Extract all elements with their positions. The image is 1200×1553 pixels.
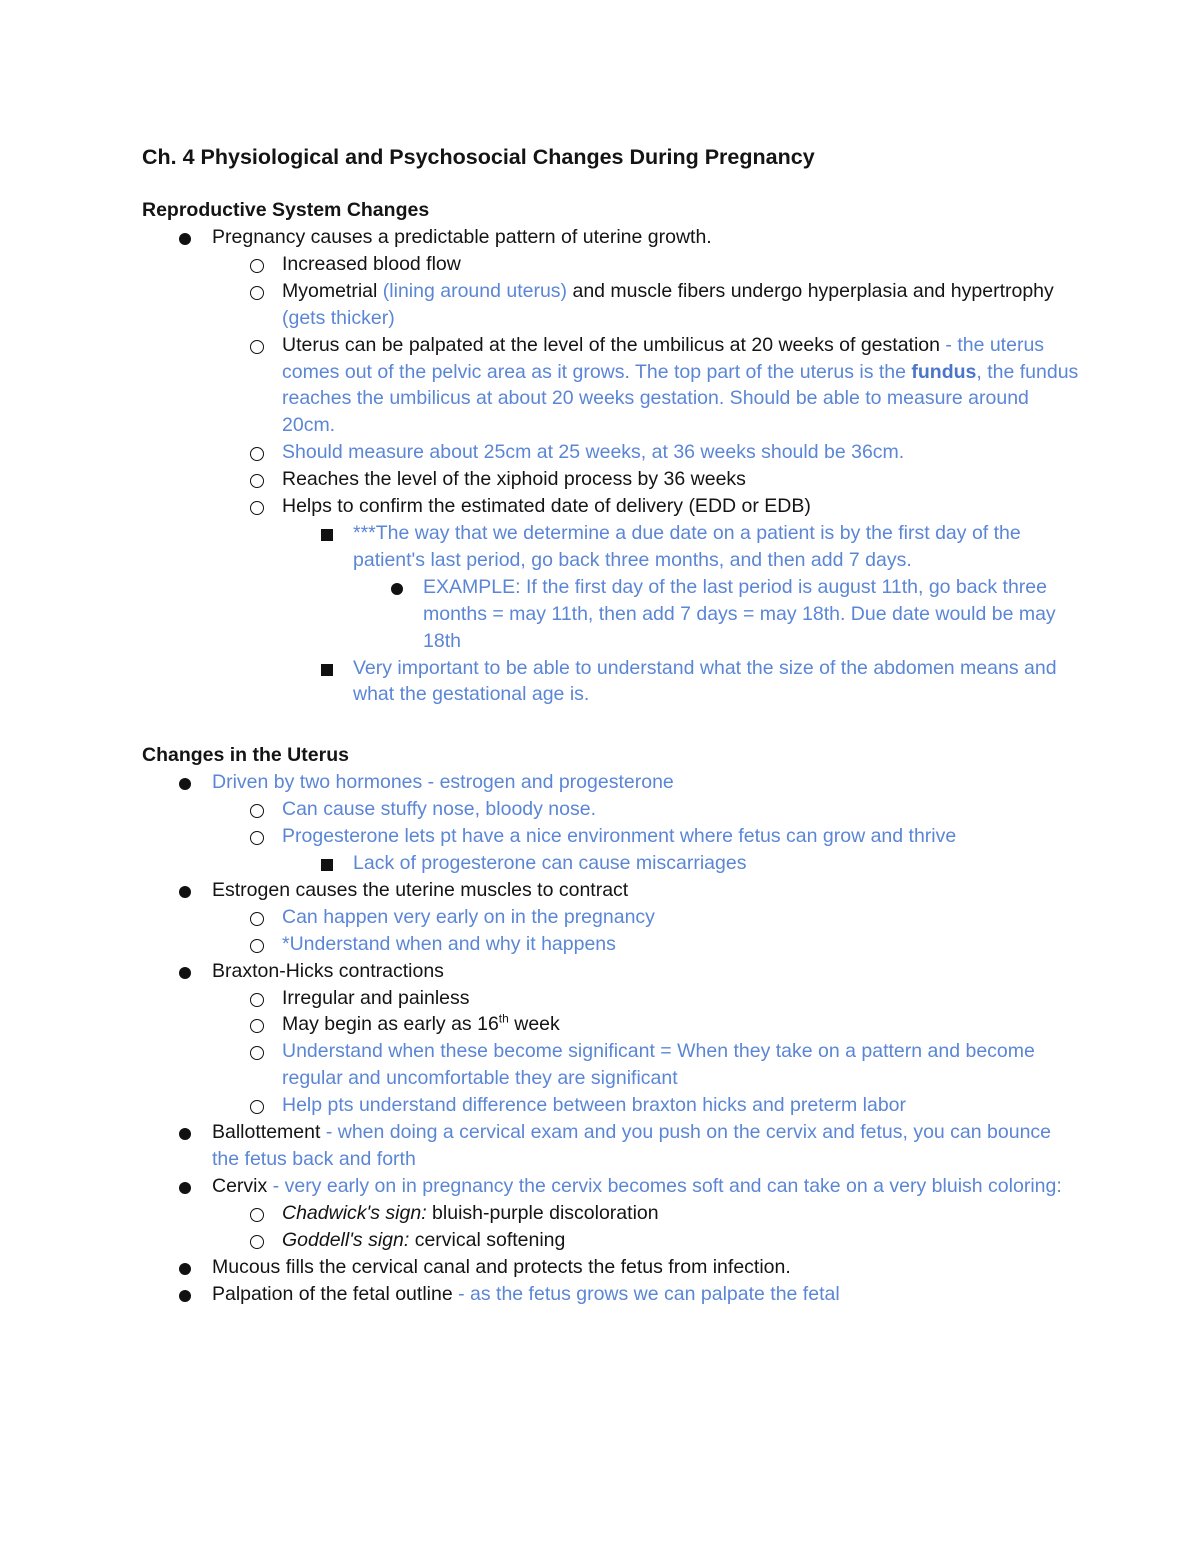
section-heading-uterus: Changes in the Uterus xyxy=(142,744,349,767)
bullet-circle-icon xyxy=(250,501,264,515)
list-item xyxy=(142,796,1082,823)
item-note: ***The way that we determine a due date on a patient is by the first day of the patient's last period, go back three months, and then add 7 days. xyxy=(353,521,1021,571)
item-text: Reaches the level of the xiphoid process by 36 weeks xyxy=(282,468,746,491)
list-item xyxy=(142,769,1082,796)
bullet-dot-icon xyxy=(179,778,191,790)
bullet-circle-icon xyxy=(250,474,264,488)
item-note: (lining around uterus) xyxy=(382,279,568,302)
superscript: th xyxy=(498,1011,509,1026)
note-text: - the uterus comes out of the pelvic area as it grows. The top part of the uterus is the xyxy=(282,333,1045,383)
bullet-dot-icon xyxy=(179,1128,191,1140)
list-item xyxy=(142,466,1082,493)
list-item xyxy=(142,877,1082,904)
uterus-sublist xyxy=(142,1200,1082,1254)
list-item xyxy=(142,904,1082,931)
list-item xyxy=(142,1011,1082,1038)
item-note: Can happen very early on in the pregnancy xyxy=(282,905,655,928)
reproductive-sublist xyxy=(142,251,1082,520)
list-item xyxy=(142,850,1082,877)
uterus-list xyxy=(142,769,1082,796)
list-item xyxy=(142,1119,1082,1173)
item-note: *Understand when and why it happens xyxy=(282,932,616,955)
bullet-circle-icon xyxy=(250,1235,264,1249)
reproductive-example-list xyxy=(142,574,1082,655)
item-text: Increased blood flow xyxy=(282,252,461,275)
item-text: Mucous fills the cervical canal and protects the fetus from infection. xyxy=(212,1255,791,1278)
sign-name: Goddell's sign: xyxy=(282,1228,410,1251)
list-item xyxy=(142,1173,1082,1200)
bullet-circle-icon xyxy=(250,286,264,300)
item-note: Help pts understand difference between braxton hicks and preterm labor xyxy=(282,1094,907,1117)
bullet-square-icon xyxy=(321,529,333,541)
list-item xyxy=(142,985,1082,1012)
item-text: Irregular and painless xyxy=(282,986,470,1009)
item-note: Progesterone lets pt have a nice environment where fetus can grow and thrive xyxy=(282,825,957,848)
bullet-circle-icon xyxy=(250,831,264,845)
list-item xyxy=(142,931,1082,958)
section-heading-reproductive: Reproductive System Changes xyxy=(142,199,430,221)
list-item xyxy=(142,1200,1082,1227)
bullet-circle-icon xyxy=(250,939,264,953)
uterus-sublist xyxy=(142,985,1082,1120)
list-item xyxy=(142,1227,1082,1254)
reproductive-list xyxy=(142,224,1082,251)
note-text: , the fundus reaches the umbilicus at about 20 weeks gestation. Should be able to measure around 20cm. xyxy=(282,360,1079,437)
bullet-square-icon xyxy=(321,664,333,676)
bullet-circle-icon xyxy=(250,912,264,926)
item-note: Lack of progesterone can cause miscarriages xyxy=(353,852,747,875)
item-text: and muscle fibers undergo hyperplasia and hypertrophy xyxy=(567,279,1054,302)
list-item xyxy=(142,1281,1082,1308)
uterus-list xyxy=(142,877,1082,904)
bullet-circle-icon xyxy=(250,340,264,354)
note-bold-term: fundus xyxy=(911,360,977,383)
reproductive-subsublist xyxy=(142,520,1082,574)
item-note: Can cause stuffy nose, bloody nose. xyxy=(282,798,597,821)
list-item xyxy=(142,278,1082,332)
bullet-circle-icon xyxy=(250,1208,264,1222)
list-item xyxy=(142,823,1082,850)
bullet-circle-icon xyxy=(250,1019,264,1033)
item-text: Helps to confirm the estimated date of delivery (EDD or EDB) xyxy=(282,495,811,518)
item-text: bluish-purple discoloration xyxy=(426,1201,659,1224)
reproductive-subsublist xyxy=(142,655,1082,709)
item-text: Myometrial xyxy=(282,279,383,302)
item-note: Should measure about 25cm at 25 weeks, at 36 weeks should be 36cm. xyxy=(282,441,905,464)
uterus-subsublist xyxy=(142,850,1082,877)
bullet-circle-icon xyxy=(250,804,264,818)
bullet-circle-icon xyxy=(250,1100,264,1114)
item-note: Very important to be able to understand what the size of the abdomen means and what the gestational age is. xyxy=(353,656,1057,706)
list-item xyxy=(142,439,1082,466)
page-title: Ch. 4 Physiological and Psychosocial Changes During Pregnancy xyxy=(142,145,815,169)
item-text: Ballottement xyxy=(212,1121,321,1144)
bullet-dot-icon xyxy=(179,1290,191,1302)
uterus-sublist xyxy=(142,904,1082,958)
item-text: Palpation of the fetal outline xyxy=(212,1282,453,1305)
list-item xyxy=(142,1254,1082,1281)
uterus-list xyxy=(142,1254,1082,1308)
item-note: - very early on in pregnancy the cervix becomes soft and can take on a very bluish coloring: xyxy=(267,1174,1062,1197)
list-item xyxy=(142,1038,1082,1092)
item-text: week xyxy=(508,1013,560,1036)
bullet-square-icon xyxy=(321,859,333,871)
list-item xyxy=(142,520,1082,574)
item-note: Understand when these become significant = When they take on a pattern and become regular and uncomfortable they are significant xyxy=(282,1040,1035,1090)
item-text: Pregnancy causes a predictable pattern of uterine growth. xyxy=(212,226,712,248)
bullet-dot-icon xyxy=(179,967,191,979)
bullet-circle-icon xyxy=(250,993,264,1007)
item-text: Uterus can be palpated at the level of the umbilicus at 20 weeks of gestation xyxy=(282,333,940,356)
item-note: EXAMPLE: If the first day of the last period is august 11th, go back three months = may 11th, then add 7 days = may 18th. Due date would be may 18th xyxy=(423,575,1056,652)
list-item xyxy=(142,958,1082,985)
list-item xyxy=(142,332,1082,440)
item-text: cervical softening xyxy=(409,1228,566,1251)
item-note: - as the fetus grows we can palpate the fetal xyxy=(452,1282,840,1305)
sign-name: Chadwick's sign: xyxy=(282,1201,427,1224)
list-item xyxy=(142,655,1082,709)
item-text: Cervix xyxy=(212,1174,268,1197)
bullet-circle-icon xyxy=(250,1046,264,1060)
list-item xyxy=(142,224,1082,251)
list-item xyxy=(142,493,1082,520)
bullet-circle-icon xyxy=(250,447,264,461)
bullet-circle-icon xyxy=(250,259,264,273)
item-note: Driven by two hormones - estrogen and progesterone xyxy=(212,771,674,794)
item-text: May begin as early as 16 xyxy=(282,1013,499,1036)
bullet-dot-icon xyxy=(179,1263,191,1275)
list-item xyxy=(142,574,1082,655)
item-text: Braxton-Hicks contractions xyxy=(212,959,444,982)
document-content xyxy=(142,143,1082,1307)
bullet-dot-icon xyxy=(179,886,191,898)
list-item xyxy=(142,1092,1082,1119)
list-item xyxy=(142,251,1082,278)
item-text: Estrogen causes the uterine muscles to contract xyxy=(212,878,629,901)
bullet-dot-icon xyxy=(179,1182,191,1194)
uterus-sublist xyxy=(142,796,1082,850)
item-note: - when doing a cervical exam and you push on the cervix and fetus, you can bounce the fetus back and forth xyxy=(212,1121,1052,1170)
bullet-dot-icon xyxy=(391,583,403,595)
bullet-dot-icon xyxy=(179,233,191,245)
item-note: (gets thicker) xyxy=(282,306,395,329)
uterus-list xyxy=(142,958,1082,985)
uterus-list xyxy=(142,1119,1082,1200)
